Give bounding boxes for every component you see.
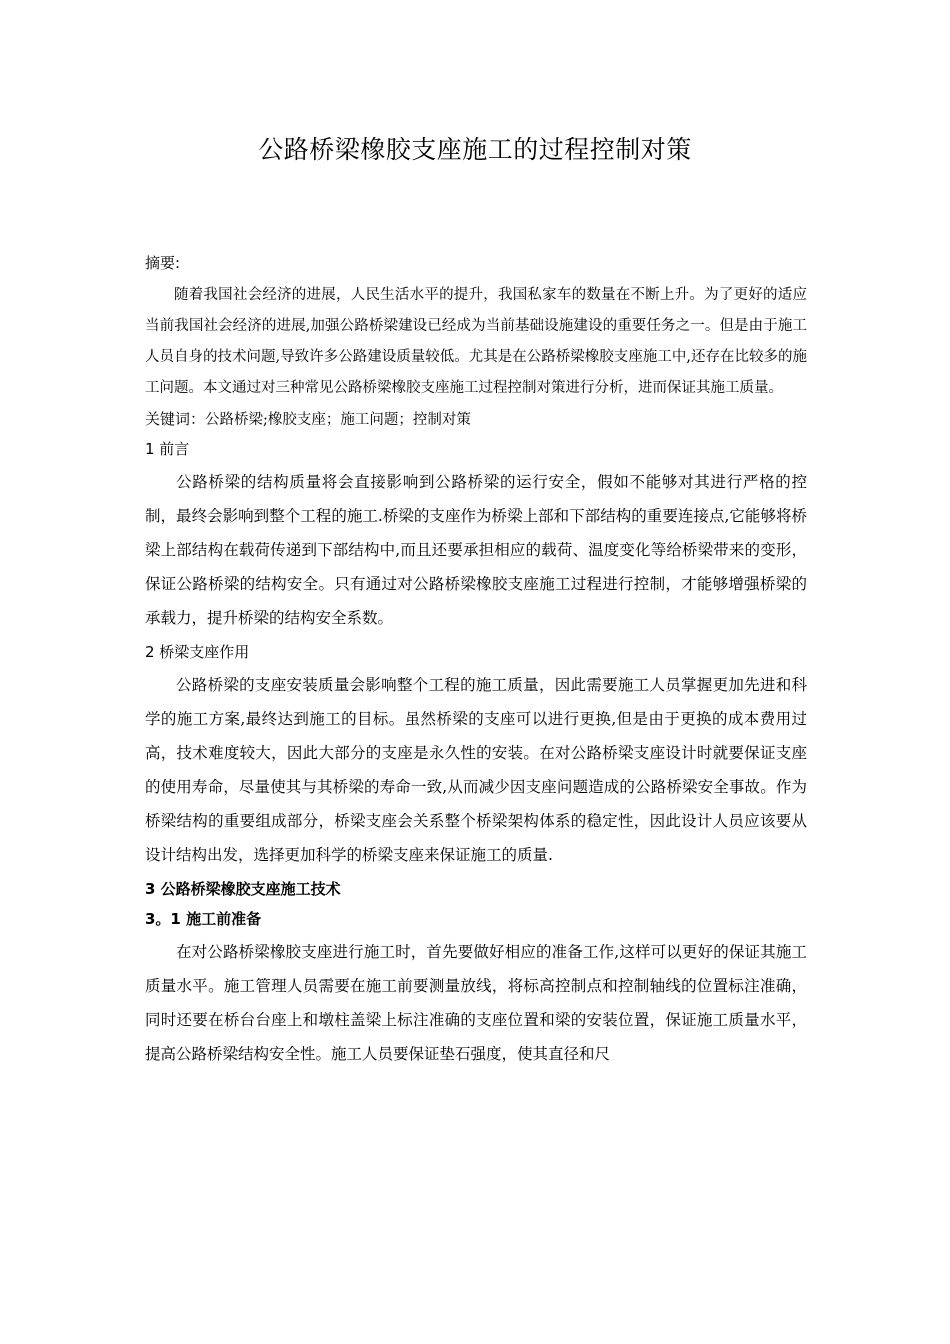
abstract-label: 摘要:	[145, 254, 181, 272]
keywords-label: 关键词：	[145, 410, 206, 428]
section-body-bearing-function: 公路桥梁的支座安装质量会影响整个工程的施工质量，因此需要施工人员掌握更加先进和科学的施工方案,最终达到施工的目标。虽然桥梁的支座可以进行更换,但是由于更换的成本费用过高，技术难度较大，因此大部分的支座是永久性的安装。在对公路桥梁支座设计时就要保证支座的使用寿命，尽量使其与其桥梁的寿命一致,从而减少因支座问题造成的公路桥梁安全事故。作为桥梁结构的重要组成部分，桥梁支座会关系整个桥梁架构体系的稳定性，因此设计人员应该要从设计结构出发，选择更加科学的桥梁支座来保证施工的质量.	[145, 676, 807, 864]
keywords-text: 公路桥梁;橡胶支座；施工问题；控制对策	[205, 412, 471, 428]
keywords-line	[145, 406, 807, 432]
document-content	[145, 250, 807, 1071]
section-body-preface: 公路桥梁的结构质量将会直接影响到公路桥梁的运行安全，假如不能够对其进行严格的控制，最终会影响到整个工程的施工.桥梁的支座作为桥梁上部和下部结构的重要连接点,它能够将桥梁上部结构在载荷传递到下部结构中,而且还要承担相应的载荷、温度变化等给桥梁带来的变形，保证公路桥梁的结构安全。只有通过对公路桥梁橡胶支座施工过程进行控制，才能够增强桥梁的承载力，提升桥梁的结构安全系数。	[145, 473, 807, 627]
section-heading-bearing-function: 2 桥梁支座作用	[145, 643, 250, 661]
section-heading-preface: 1 前言	[145, 440, 190, 458]
document-title: 公路桥梁橡胶支座施工的过程控制对策	[258, 135, 692, 164]
section-heading-preparation: 3。1 施工前准备	[145, 910, 262, 928]
abstract-text: 随着我国社会经济的进展，人民生活水平的提升，我国私家车的数量在不断上升。为了更好的适应当前我国社会经济的进展,加强公路桥梁建设已经成为当前基础设施建设的重要任务之一。但是由于施工人员自身的技术问题,导致许多公路建设质量较低。尤其是在公路桥梁橡胶支座施工中,还存在比较多的施工问题。本文通过对三种常见公路桥梁橡胶支座施工过程控制对策进行分析，进而保证其施工质量。	[145, 287, 807, 396]
section-heading-construction-technology: 3 公路桥梁橡胶支座施工技术	[145, 880, 341, 898]
section-body-preparation: 在对公路桥梁橡胶支座进行施工时，首先要做好相应的准备工作,这样可以更好的保证其施工质量水平。施工管理人员需要在施工前要测量放线，将标高控制点和控制轴线的位置标注准确，同时还要在桥台台座上和墩柱盖梁上标注准确的支座位置和梁的安装位置，保证施工质量水平，提高公路桥梁结构安全性。施工人员要保证垫石强度，使其直径和尺	[145, 943, 807, 1063]
